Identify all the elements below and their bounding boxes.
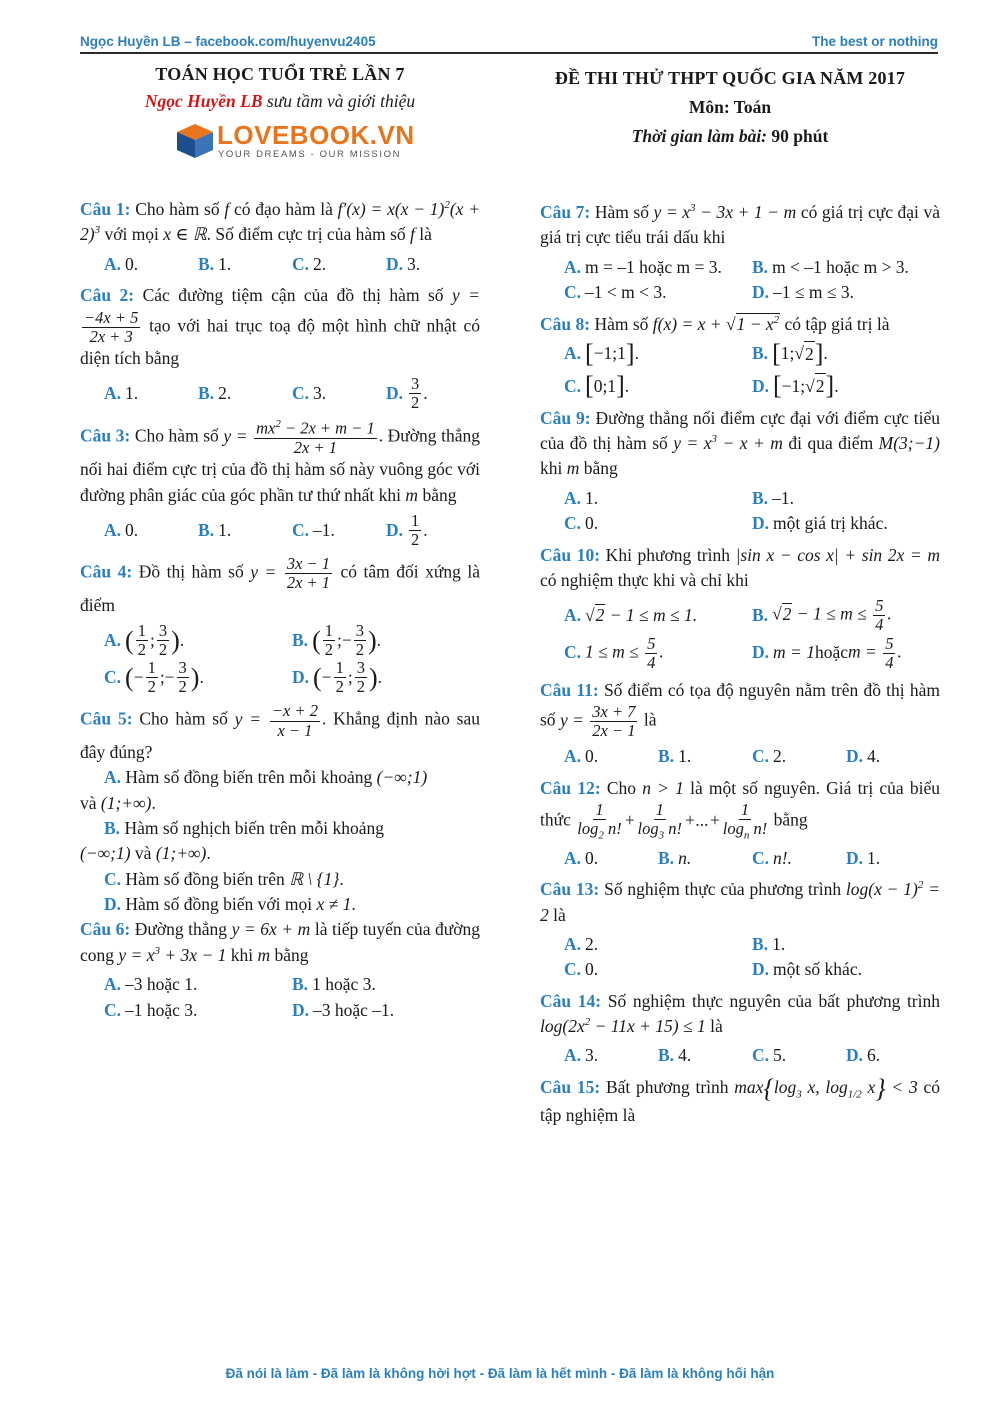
option-letter: B. — [658, 746, 675, 767]
math: $\log(x - 1)^2 = 2$ — [540, 879, 940, 925]
option-b[interactable]: B. √2 − 1 ≤ m ≤ $\frac{5}{4}$ . — [752, 596, 892, 635]
option-text: 1. — [772, 933, 786, 954]
option-a[interactable]: A. ( $\frac{1}{2}$ ; $\frac{3}{2}$ ) . — [104, 620, 185, 660]
option-c[interactable] — [292, 375, 386, 412]
question-text: bằng — [418, 484, 457, 505]
option-letter: D. — [386, 253, 404, 274]
question-text: là tiếp tuyến của đường cong — [80, 919, 480, 965]
option-text: 0. — [585, 959, 599, 980]
answer-options — [104, 375, 480, 412]
option-b[interactable] — [752, 486, 940, 511]
contest-title: TOÁN HỌC TUỔI TRẺ LẦN 7 — [155, 64, 405, 84]
option-d[interactable]: D. m = 1 hoặc m = $\frac{5}{4}$ . — [752, 633, 902, 672]
option-letter: C. — [292, 519, 310, 540]
question-number: Câu 13: — [540, 879, 600, 900]
option-letter: A. — [104, 383, 122, 404]
option-letter: D. — [846, 847, 864, 868]
question-number: Câu 8: — [540, 313, 591, 334]
question-text: Cho — [600, 777, 643, 798]
question-text: Số nghiệm thực nguyên của bất phương trình — [601, 990, 941, 1011]
option-letter: D. — [846, 746, 864, 767]
question-number: Câu 9: — [540, 407, 591, 428]
question-text: với mọi — [100, 224, 164, 245]
question-text: tạo với hai trục toạ độ một hình chữ nhật có diện tích bằng — [80, 315, 480, 368]
question-text: . Số điểm cực trị của hàm số — [206, 224, 411, 245]
option-text: 3. — [585, 1045, 599, 1066]
question-number: Câu 7: — [540, 202, 591, 222]
math: m — [566, 458, 580, 479]
exam-title: ĐỀ THI THỬ THPT QUỐC GIA NĂM 2017 — [554, 68, 906, 88]
option-d[interactable] — [752, 280, 940, 305]
option-letter: C. — [104, 868, 122, 889]
question-text: có tập nghiệm là — [540, 1076, 940, 1126]
option-a[interactable]: A. √2 − 1 ≤ m ≤ 1. — [564, 597, 752, 634]
question-8 — [540, 312, 940, 337]
option-letter: D. — [292, 667, 310, 688]
option-b[interactable] — [198, 512, 292, 549]
option-text: hoặc — [814, 642, 849, 663]
option-letter: A. — [564, 343, 582, 364]
question-number: Câu 15: — [540, 1076, 601, 1097]
option-letter: D. — [292, 999, 310, 1020]
option-d[interactable] — [292, 998, 480, 1023]
option-d[interactable] — [846, 846, 940, 871]
option-letter: A. — [104, 519, 122, 540]
option-d[interactable]: D. $\frac{3}{2}$ . — [386, 374, 428, 413]
math: n > 1 — [642, 777, 684, 798]
option-letter: D. — [104, 894, 122, 914]
answer-options — [104, 252, 480, 277]
answer-options — [564, 1043, 940, 1068]
option-letter: C. — [292, 253, 310, 274]
question-text: Cho hàm số — [130, 425, 224, 446]
option-text: 3. — [407, 253, 421, 274]
question-5 — [80, 702, 480, 765]
option-d[interactable] — [846, 744, 940, 769]
option-c[interactable]: C. ( − $\frac{1}{2}$ ;− $\frac{3}{2}$ ) . — [104, 658, 204, 697]
option-text: Hàm số đồng biến trên — [125, 868, 290, 889]
option-letter: A. — [564, 487, 582, 508]
option-c[interactable] — [752, 744, 846, 769]
option-letter: D. — [752, 375, 770, 396]
question-1 — [80, 197, 480, 248]
option-a[interactable] — [564, 744, 658, 769]
option-text: 6. — [867, 1045, 881, 1066]
answer-options — [564, 744, 940, 769]
option-text: 1. — [678, 746, 692, 767]
option-letter: B. — [198, 519, 215, 540]
option-letter: A. — [564, 933, 582, 954]
option-letter: C. — [292, 383, 310, 404]
option-b[interactable] — [292, 972, 480, 997]
answer-options — [104, 512, 480, 549]
author-line — [80, 91, 480, 112]
question-number: Câu 6: — [80, 919, 131, 940]
option-text: 2. — [773, 746, 787, 767]
option-text: và — [80, 792, 101, 813]
option-letter: A. — [564, 256, 582, 277]
option-c[interactable] — [292, 512, 386, 549]
option-a[interactable] — [104, 252, 198, 277]
question-text: . Khẳng định nào sau đây đúng? — [80, 709, 480, 762]
option-text: –1 < m < 3. — [585, 282, 667, 303]
question-text: có nghiệm thực khi và chỉ khi — [540, 569, 749, 590]
answer-options — [564, 341, 940, 400]
math: y = $\frac{3x + 7}{2x - 1}$ — [559, 702, 636, 741]
question-text: khi — [226, 944, 258, 965]
question-2 — [80, 283, 480, 371]
option-letter: B. — [292, 974, 309, 995]
option-b-cont: (−∞;1) và (1;+∞). — [80, 843, 211, 864]
question-text: bằng — [769, 809, 808, 830]
math: y = 6x + m — [231, 919, 311, 940]
math: $\frac{3}{2}$ — [411, 374, 420, 413]
option-letter: B. — [198, 253, 215, 274]
option-c[interactable] — [292, 252, 386, 277]
math: x ∈ ℝ — [163, 224, 207, 245]
option-d[interactable]: D. Hàm số đồng biến với mọi x ≠ 1. — [104, 894, 356, 914]
question-text: có tâm đối xứng là điểm — [80, 561, 480, 615]
question-text: là — [548, 904, 566, 925]
option-a[interactable] — [564, 1043, 658, 1068]
question-number: Câu 3: — [80, 425, 131, 446]
option-text: 2. — [218, 383, 232, 404]
option-text: 3. — [313, 383, 327, 404]
option-letter: A. — [104, 974, 122, 995]
question-text: là một số nguyên. Giá trị của biểu thức — [540, 777, 940, 830]
option-letter: D. — [386, 519, 404, 540]
option-b[interactable] — [658, 744, 752, 769]
option-letter: C. — [564, 959, 582, 980]
option-c[interactable] — [564, 280, 752, 305]
option-b[interactable] — [104, 816, 480, 841]
math: M(3;−1) — [878, 433, 941, 453]
question-7 — [540, 200, 940, 251]
option-letter: C. — [104, 999, 122, 1020]
option-text: 4. — [678, 1045, 692, 1066]
option-letter: D. — [752, 282, 770, 303]
answer-options — [564, 846, 940, 871]
duration-label: Thời gian làm bài: — [631, 126, 768, 146]
page-footer: Đã nói là làm - Đã làm là không hời hợt - Đã làm là hết mình - Đã làm là không hối hận — [225, 1366, 775, 1381]
option-a[interactable] — [104, 375, 198, 412]
option-c[interactable]: C. Hàm số đồng biến trên ℝ \ {1}. — [104, 868, 344, 889]
header-author: Ngọc Huyền LB – facebook.com/huyenvu2405 — [80, 34, 376, 49]
question-text: Cho hàm số — [130, 199, 225, 219]
question-text: bằng — [579, 458, 618, 479]
question-text: có giá trị cực đại và giá trị cực tiểu trái dấu khi — [540, 202, 941, 248]
option-c[interactable] — [752, 846, 846, 871]
right-column — [540, 200, 940, 1129]
option-text: 1. — [125, 383, 139, 404]
question-6 — [80, 917, 480, 968]
option-letter: B. — [198, 383, 215, 404]
question-text: Hàm số — [590, 313, 653, 334]
math: $y = x^3 + 3x - 1$ — [118, 944, 227, 965]
option-a[interactable] — [564, 486, 752, 511]
question-text: Đường thẳng nối điểm cực đại với điểm cực tiểu của đồ thị hàm số — [540, 407, 940, 453]
question-text: là — [639, 709, 657, 730]
math: $\frac{1}{2}$ — [411, 510, 420, 550]
math: $\frac{1}{\log_2 n!}$ + $\frac{1}{\log_3 n!}$ +...+ $\frac{1}{\log_n n!}$ — [577, 800, 768, 842]
question-text: bằng — [270, 944, 309, 965]
option-text: –3 hoặc –1. — [313, 999, 395, 1020]
option-letter: C. — [564, 282, 582, 303]
duration — [530, 126, 930, 147]
option-a[interactable] — [104, 512, 198, 549]
option-b[interactable]: B. ( $\frac{1}{2}$ ;− $\frac{3}{2}$ ) . — [292, 620, 382, 660]
option-text: 1. — [218, 253, 232, 274]
option-d[interactable] — [752, 511, 940, 536]
math: $y = x^3 - x + m$ — [673, 433, 783, 453]
math: m — [405, 484, 419, 505]
question-12 — [540, 776, 940, 842]
option-d[interactable]: D. $\frac{1}{2}$ . — [386, 510, 428, 550]
question-text: Khi phương trình — [600, 544, 736, 565]
option-letter: D. — [386, 383, 404, 404]
question-text: Bất phương trình — [600, 1076, 735, 1097]
math: $f(x) = x + √1 - x^2$ — [652, 313, 780, 334]
option-b[interactable] — [658, 1043, 752, 1068]
option-text: 1 hoặc 3. — [312, 974, 376, 995]
option-text: 2. — [313, 253, 327, 274]
question-text: khi — [540, 458, 567, 479]
author-name: Ngọc Huyền LB — [144, 91, 263, 111]
option-letter: B. — [104, 817, 121, 838]
option-text: và — [130, 843, 156, 864]
author-rest: sưu tầm và giới thiệu — [262, 91, 416, 111]
option-text: Hàm số nghịch biến trên mỗi khoảng — [124, 817, 384, 838]
question-3 — [80, 418, 480, 508]
math: y = $\frac{-x + 2}{x - 1}$ — [234, 701, 318, 740]
question-text: . Đường thẳng nối hai điểm cực trị của đồ thị hàm số này vuông góc với đường phân giác của góc phần tư thứ nhất khi — [80, 425, 480, 505]
option-letter: B. — [752, 256, 769, 277]
option-text: m < –1 hoặc m > 3. — [772, 256, 909, 277]
option-letter: B. — [752, 933, 769, 954]
title-block-right — [530, 68, 930, 147]
question-number: Câu 4: — [80, 561, 133, 582]
math: $\max\{\log_3$ x, $\log_{1/2} x\} < 3$ — [734, 1073, 918, 1103]
question-text: Số nghiệm thực của phương trình — [599, 879, 846, 900]
question-number: Câu 11: — [540, 679, 599, 700]
left-column — [80, 197, 480, 1029]
option-letter: B. — [658, 847, 675, 868]
option-letter: C. — [564, 513, 582, 534]
option-c[interactable] — [564, 957, 752, 982]
option-a[interactable]: A. Hàm số đồng biến trên mỗi khoảng (−∞;1) — [104, 767, 428, 788]
option-c[interactable] — [564, 511, 752, 536]
page-header — [80, 32, 938, 54]
option-letter: D. — [752, 959, 770, 980]
answer-options — [564, 255, 940, 306]
math: $\log(2x^2 - 11x + 15) \le 1$ — [540, 1016, 706, 1036]
option-d[interactable]: D. ( − $\frac{1}{2}$ ; $\frac{3}{2}$ ) . — [292, 658, 382, 697]
question-text: là — [705, 1016, 723, 1036]
math: f — [224, 199, 230, 219]
answer-options — [564, 932, 940, 983]
option-letter: B. — [658, 1045, 675, 1066]
question-4 — [80, 555, 480, 618]
option-text: –1. — [313, 519, 335, 540]
option-letter: A. — [564, 847, 582, 868]
question-text: có tập giá trị là — [780, 313, 890, 334]
option-a[interactable]: A. [ −1;1 ] . — [564, 339, 639, 369]
question-number: Câu 5: — [80, 709, 133, 730]
option-text: 1. — [585, 487, 599, 508]
option-text: –1. — [772, 487, 794, 508]
option-text: một số khác. — [773, 959, 862, 980]
option-d[interactable]: D. [ −1;√ 2 ] . — [752, 371, 839, 401]
header-motto: The best or nothing — [812, 34, 938, 49]
question-number: Câu 2: — [80, 285, 135, 306]
subject: Môn: Toán — [688, 97, 772, 117]
option-b[interactable] — [752, 932, 940, 957]
question-text: là — [414, 224, 432, 245]
option-letter: C. — [752, 1045, 770, 1066]
math: $y = x^3 - 3x + 1 - m$ — [653, 202, 797, 222]
question-text: Đồ thị hàm số — [132, 561, 251, 582]
logo-text: LOVEBOOK.VN — [217, 120, 415, 150]
option-text: 0. — [125, 253, 139, 274]
option-text: Hàm số đồng biến trên mỗi khoảng — [125, 767, 377, 788]
option-letter: A. — [104, 253, 122, 274]
option-d[interactable] — [846, 1043, 940, 1068]
math: |sin x − cos x| + sin 2x = m — [735, 544, 940, 565]
option-a[interactable] — [564, 255, 752, 280]
option-letter: C. — [752, 746, 770, 767]
option-letter: C. — [104, 667, 122, 688]
math: m — [257, 944, 271, 965]
question-number: Câu 14: — [540, 990, 602, 1011]
option-text: n!. — [773, 847, 792, 868]
option-letter: C. — [564, 375, 582, 396]
option-d[interactable] — [752, 957, 940, 982]
title-block-left — [80, 64, 480, 166]
option-c[interactable] — [752, 1043, 846, 1068]
option-letter: A. — [104, 767, 122, 788]
option-text: Hàm số đồng biến với mọi — [125, 894, 317, 914]
book-icon — [175, 118, 215, 162]
question-number: Câu 1: — [80, 199, 131, 219]
option-text: 1. — [218, 519, 232, 540]
lovebook-logo — [175, 118, 415, 166]
option-b[interactable]: B. [ 1;√ 2 ] . — [752, 339, 828, 369]
option-text: –1 ≤ m ≤ 3. — [773, 282, 854, 303]
option-c[interactable]: C. [ 0;1 ] . — [564, 371, 630, 401]
option-text: –3 hoặc 1. — [125, 974, 198, 995]
option-b[interactable] — [198, 375, 292, 412]
answer-options — [104, 622, 480, 697]
question-15 — [540, 1075, 940, 1129]
question-text: Đường thẳng — [130, 919, 232, 940]
option-b[interactable] — [752, 255, 940, 280]
option-d[interactable] — [386, 252, 480, 277]
answer-options — [564, 486, 940, 537]
option-a[interactable] — [564, 846, 658, 871]
option-a[interactable] — [564, 932, 752, 957]
option-letter: A. — [104, 629, 122, 650]
option-text: n. — [678, 847, 692, 868]
question-number: Câu 12: — [540, 777, 601, 798]
option-letter: A. — [564, 746, 582, 767]
option-letter: B. — [752, 343, 769, 364]
option-letter: C. — [564, 642, 582, 663]
option-text: một giá trị khác. — [773, 513, 888, 534]
option-letter: A. — [564, 1045, 582, 1066]
option-text: 0. — [585, 746, 599, 767]
question-13 — [540, 877, 940, 928]
duration-value: 90 phút — [767, 126, 829, 146]
math: y = $\frac{3x - 1}{2x + 1}$ — [250, 554, 331, 593]
question-text: có đạo hàm là — [229, 199, 338, 219]
question-text: Hàm số — [590, 202, 654, 222]
option-a[interactable] — [104, 972, 292, 997]
math: $f'(x) = x(x - 1)^2(x + 2)^3$ — [80, 199, 481, 245]
answer-options — [104, 972, 480, 1023]
option-b[interactable] — [198, 252, 292, 277]
math: f — [410, 224, 415, 245]
option-letter: B. — [752, 605, 769, 626]
option-text: 5. — [773, 1045, 787, 1066]
question-text: đi qua điểm — [782, 433, 879, 453]
option-a-cont: và (1;+∞). — [80, 792, 156, 813]
answer-options — [564, 597, 940, 672]
option-text: 4. — [867, 746, 881, 767]
question-text: Các đường tiệm cận của đồ thị hàm số — [134, 285, 452, 306]
option-text: 2. — [585, 933, 599, 954]
option-text: 0. — [585, 847, 599, 868]
question-number: Câu 10: — [540, 544, 601, 565]
math: y = $\frac{-4x + 5}{2x + 3}$ — [84, 285, 480, 346]
question-9 — [540, 406, 940, 482]
option-c[interactable] — [104, 998, 292, 1023]
option-letter: D. — [752, 513, 770, 534]
logo-tagline: YOUR DREAMS - OUR MISSION — [218, 149, 402, 160]
option-letter: B. — [752, 487, 769, 508]
question-text: Cho hàm số — [132, 709, 235, 730]
option-letter: D. — [752, 642, 770, 663]
option-text: 1. — [867, 847, 881, 868]
option-b[interactable] — [658, 846, 752, 871]
option-c[interactable]: C. 1 ≤ m ≤ $\frac{5}{4}$ . — [564, 633, 664, 672]
option-letter: C. — [752, 847, 770, 868]
question-text: Số điểm có tọa độ nguyên nằm trên đồ thị hàm số — [540, 679, 941, 730]
option-text: m = –1 hoặc m = 3. — [585, 256, 722, 277]
option-letter: B. — [292, 629, 309, 650]
option-letter: D. — [846, 1045, 864, 1066]
question-10 — [540, 543, 940, 594]
option-text: 0. — [125, 519, 139, 540]
math: y = $\frac{mx^2 - 2x + m - 1}{2x + 1}$ — [223, 418, 375, 458]
question-14 — [540, 989, 940, 1040]
option-letter: A. — [564, 605, 582, 626]
option-text: 0. — [585, 513, 599, 534]
question-11 — [540, 678, 940, 741]
option-text: –1 hoặc 3. — [125, 999, 198, 1020]
